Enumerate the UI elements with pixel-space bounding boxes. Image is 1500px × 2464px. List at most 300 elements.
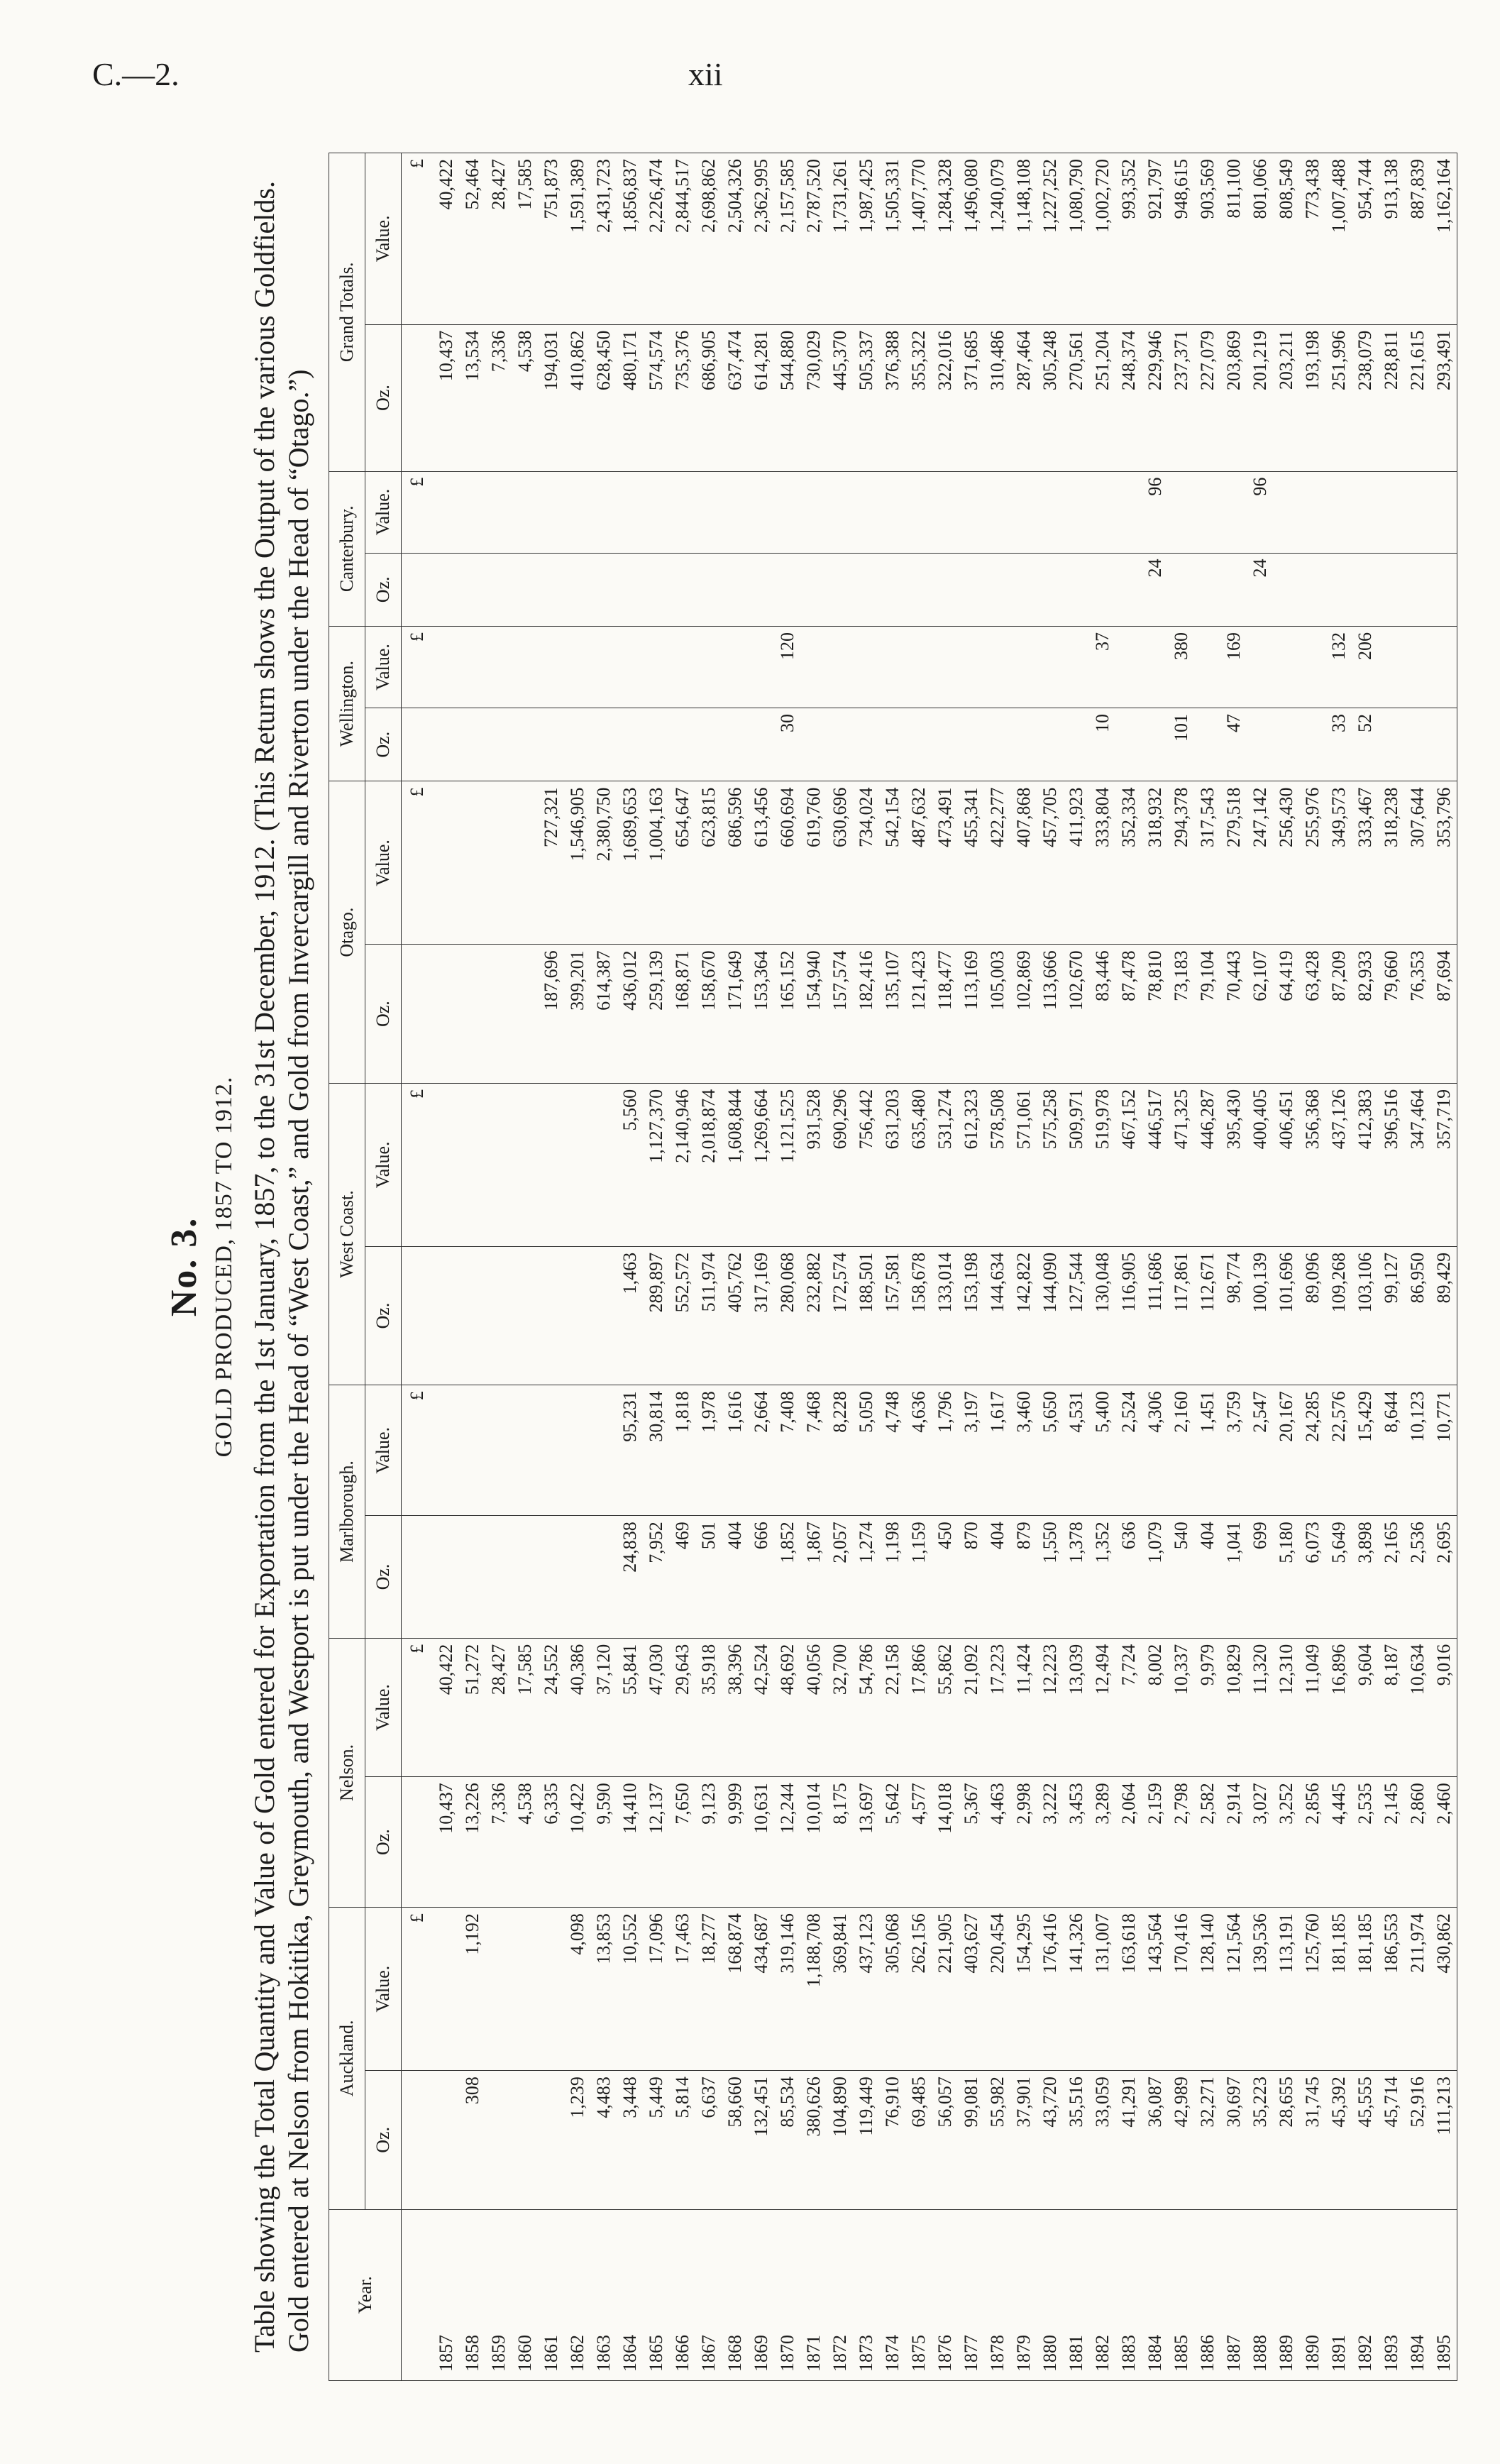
value-cell	[827, 708, 853, 781]
value-cell	[958, 553, 984, 626]
value-cell: 10,123	[1404, 1385, 1430, 1516]
value-cell: 1,227,252	[1037, 153, 1063, 325]
value-cell	[879, 708, 905, 781]
table-row	[512, 153, 538, 2381]
value-cell: 7,724	[1115, 1638, 1142, 1776]
value-cell: 347,464	[1404, 1083, 1430, 1246]
value-cell	[722, 553, 748, 626]
value-cell: 3,222	[1037, 1777, 1063, 1908]
page-code: C.—2.	[92, 56, 180, 92]
value-cell: 808,549	[1273, 153, 1299, 325]
value-cell: 376,388	[879, 324, 905, 471]
value-cell: 1,378	[1063, 1516, 1089, 1638]
value-cell	[958, 471, 984, 553]
value-cell: 63,428	[1299, 945, 1325, 1083]
value-cell: 14,410	[617, 1777, 643, 1908]
value-cell: 531,274	[932, 1083, 958, 1246]
value-cell: 203,869	[1220, 324, 1247, 471]
value-cell	[590, 1083, 617, 1246]
value-cell: 305,068	[879, 1908, 905, 2071]
value-cell: 11,424	[1010, 1638, 1037, 1776]
year-cell: 1880	[1037, 2209, 1063, 2380]
value-cell: 3,759	[1220, 1385, 1247, 1516]
value-cell: 1,159	[905, 1516, 932, 1638]
value-cell	[1142, 627, 1168, 708]
value-header: Value.	[365, 471, 402, 553]
value-cell: 52,464	[459, 153, 485, 325]
value-cell: 52,916	[1404, 2071, 1430, 2209]
value-cell: 121,564	[1220, 1908, 1247, 2071]
value-cell: 404	[984, 1516, 1010, 1638]
value-cell	[1325, 471, 1352, 553]
value-cell: 666	[748, 1516, 774, 1638]
value-cell	[1168, 553, 1194, 626]
value-cell: 9,590	[590, 1777, 617, 1908]
value-cell: 125,760	[1299, 1908, 1325, 2071]
value-cell: 422,277	[984, 781, 1010, 945]
value-cell: 1,818	[669, 1385, 695, 1516]
value-cell	[1115, 553, 1142, 626]
value-cell: 578,508	[984, 1083, 1010, 1246]
value-cell: 112,671	[1194, 1246, 1220, 1385]
value-cell: 1,162,164	[1430, 153, 1457, 325]
value-cell: 229,946	[1142, 324, 1168, 471]
value-cell: 171,649	[722, 945, 748, 1083]
value-cell: 686,596	[722, 781, 748, 945]
year-cell: 1879	[1010, 2209, 1037, 2380]
value-cell	[1063, 471, 1089, 553]
value-cell: 5,367	[958, 1777, 984, 1908]
value-cell: 404	[722, 1516, 748, 1638]
oz-header: Oz.	[365, 553, 402, 626]
value-cell	[590, 553, 617, 626]
value-cell	[905, 708, 932, 781]
value-cell: 279,518	[1220, 781, 1247, 945]
value-cell: 2,431,723	[590, 153, 617, 325]
value-cell	[932, 708, 958, 781]
year-cell: 1869	[748, 2209, 774, 2380]
value-cell: 6,637	[695, 2071, 722, 2209]
value-cell	[1273, 471, 1299, 553]
table-row	[722, 153, 748, 2381]
value-cell	[1430, 471, 1457, 553]
value-cell	[695, 553, 722, 626]
value-cell: 55,841	[617, 1638, 643, 1776]
currency-symbol: £	[402, 1638, 434, 1776]
value-cell: 56,057	[932, 2071, 958, 2209]
value-cell	[643, 708, 669, 781]
value-cell	[433, 708, 459, 781]
value-cell	[879, 553, 905, 626]
table-row	[459, 153, 485, 2381]
value-cell: 993,352	[1115, 153, 1142, 325]
value-cell	[617, 553, 643, 626]
value-cell	[564, 1246, 590, 1385]
value-cell	[590, 1516, 617, 1638]
value-cell: 96	[1247, 471, 1273, 553]
value-cell: 405,762	[722, 1246, 748, 1385]
value-cell	[538, 1516, 564, 1638]
oz-header: Oz.	[365, 708, 402, 781]
value-cell	[853, 627, 879, 708]
value-cell	[1325, 553, 1352, 626]
value-cell: 17,223	[984, 1638, 1010, 1776]
value-cell: 52	[1352, 708, 1378, 781]
value-cell: 45,714	[1378, 2071, 1404, 2209]
value-cell: 37,120	[590, 1638, 617, 1776]
value-cell	[1378, 553, 1404, 626]
value-cell: 8,228	[827, 1385, 853, 1516]
value-header: Value.	[365, 1638, 402, 1776]
value-cell: 8,002	[1142, 1638, 1168, 1776]
value-cell	[1247, 708, 1273, 781]
table-row	[932, 153, 958, 2381]
value-cell	[643, 471, 669, 553]
value-cell	[512, 471, 538, 553]
value-cell: 1,148,108	[1010, 153, 1037, 325]
value-cell	[590, 627, 617, 708]
value-cell: 628,450	[590, 324, 617, 471]
value-cell: 612,323	[958, 1083, 984, 1246]
value-cell	[459, 471, 485, 553]
year-cell: 1875	[905, 2209, 932, 2380]
value-cell: 12,494	[1089, 1638, 1115, 1776]
value-cell	[1037, 471, 1063, 553]
value-cell: 168,874	[722, 1908, 748, 2071]
value-cell	[669, 627, 695, 708]
value-cell: 575,258	[1037, 1083, 1063, 1246]
value-cell	[905, 471, 932, 553]
value-cell	[1273, 553, 1299, 626]
value-cell	[1115, 708, 1142, 781]
oz-header: Oz.	[365, 945, 402, 1083]
value-cell	[1352, 553, 1378, 626]
value-cell	[485, 471, 512, 553]
value-cell: 636	[1115, 1516, 1142, 1638]
year-cell: 1871	[800, 2209, 827, 2380]
value-cell: 903,569	[1194, 153, 1220, 325]
value-cell	[1063, 708, 1089, 781]
value-cell: 153,364	[748, 945, 774, 1083]
value-cell: 403,627	[958, 1908, 984, 2071]
value-cell	[748, 553, 774, 626]
value-cell: 5,400	[1089, 1385, 1115, 1516]
value-cell: 7,408	[774, 1385, 800, 1516]
value-cell: 2,844,517	[669, 153, 695, 325]
value-cell: 637,474	[722, 324, 748, 471]
value-cell: 22,158	[879, 1638, 905, 1776]
value-cell: 186,553	[1378, 1908, 1404, 2071]
table-row	[879, 153, 905, 2381]
value-cell	[1010, 553, 1037, 626]
value-cell: 51,272	[459, 1638, 485, 1776]
value-cell: 20,167	[1273, 1385, 1299, 1516]
value-cell: 13,697	[853, 1777, 879, 1908]
value-cell	[1378, 708, 1404, 781]
value-cell: 623,815	[695, 781, 722, 945]
value-cell: 13,039	[1063, 1638, 1089, 1776]
value-cell: 487,632	[905, 781, 932, 945]
value-cell: 153,198	[958, 1246, 984, 1385]
value-cell: 105,003	[984, 945, 1010, 1083]
value-cell: 40,422	[433, 153, 459, 325]
value-header: Value.	[365, 1385, 402, 1516]
value-cell	[512, 627, 538, 708]
value-cell: 2,226,474	[643, 153, 669, 325]
value-cell: 1,198	[879, 1516, 905, 1638]
year-cell: 1872	[827, 2209, 853, 2380]
value-cell: 12,223	[1037, 1638, 1063, 1776]
value-cell	[800, 708, 827, 781]
value-cell: 2,582	[1194, 1777, 1220, 1908]
sub-header-row	[365, 153, 402, 2381]
value-cell: 4,098	[564, 1908, 590, 2071]
value-cell: 45,392	[1325, 2071, 1352, 2209]
value-cell: 1,352	[1089, 1516, 1115, 1638]
value-cell: 1,407,770	[905, 153, 932, 325]
value-cell	[800, 627, 827, 708]
value-cell	[564, 1385, 590, 1516]
value-cell	[984, 553, 1010, 626]
value-cell: 5,180	[1273, 1516, 1299, 1638]
year-cell: 1864	[617, 2209, 643, 2380]
year-cell: 1861	[538, 2209, 564, 2380]
value-cell: 248,374	[1115, 324, 1142, 471]
value-cell	[538, 627, 564, 708]
value-cell: 15,429	[1352, 1385, 1378, 1516]
value-cell: 446,517	[1142, 1083, 1168, 1246]
year-cell: 1859	[485, 2209, 512, 2380]
value-cell: 469	[669, 1516, 695, 1638]
value-cell: 1,004,163	[643, 781, 669, 945]
year-cell: 1866	[669, 2209, 695, 2380]
value-cell	[1142, 708, 1168, 781]
value-cell	[643, 553, 669, 626]
value-cell: 473,491	[932, 781, 958, 945]
value-cell	[1247, 627, 1273, 708]
value-cell: 203,211	[1273, 324, 1299, 471]
value-cell: 247,142	[1247, 781, 1273, 945]
value-cell	[485, 1246, 512, 1385]
value-cell: 467,152	[1115, 1083, 1142, 1246]
value-cell: 70,443	[1220, 945, 1247, 1083]
value-cell	[433, 553, 459, 626]
value-cell: 280,068	[774, 1246, 800, 1385]
value-cell: 64,419	[1273, 945, 1299, 1083]
value-cell: 194,031	[538, 324, 564, 471]
table-row	[1404, 153, 1430, 2381]
value-cell: 47	[1220, 708, 1247, 781]
value-cell	[1273, 627, 1299, 708]
table-row	[1220, 153, 1247, 2381]
value-cell	[485, 1385, 512, 1516]
table-row	[800, 153, 827, 2381]
value-cell: 380	[1168, 627, 1194, 708]
value-cell	[433, 627, 459, 708]
value-cell: 801,066	[1247, 153, 1273, 325]
value-cell: 1,239	[564, 2071, 590, 2209]
value-cell: 411,923	[1063, 781, 1089, 945]
value-cell: 32,700	[827, 1638, 853, 1776]
value-cell: 2,362,995	[748, 153, 774, 325]
value-cell: 29,643	[669, 1638, 695, 1776]
value-cell: 133,014	[932, 1246, 958, 1385]
value-cell	[1299, 627, 1325, 708]
value-cell	[748, 471, 774, 553]
value-cell	[984, 627, 1010, 708]
value-cell: 99,081	[958, 2071, 984, 2209]
value-cell: 751,873	[538, 153, 564, 325]
value-cell	[564, 1516, 590, 1638]
value-cell: 127,544	[1063, 1246, 1089, 1385]
value-cell: 404	[1194, 1516, 1220, 1638]
value-cell: 121,423	[905, 945, 932, 1083]
value-cell: 154,940	[800, 945, 827, 1083]
value-cell: 238,079	[1352, 324, 1378, 471]
value-cell: 913,138	[1378, 153, 1404, 325]
value-cell: 1,978	[695, 1385, 722, 1516]
value-header: Value.	[365, 781, 402, 945]
value-cell	[564, 1083, 590, 1246]
units-row	[402, 153, 434, 2381]
value-cell: 40,422	[433, 1638, 459, 1776]
value-cell: 4,538	[512, 324, 538, 471]
value-cell: 619,760	[800, 781, 827, 945]
value-cell	[485, 1908, 512, 2071]
value-cell	[538, 2071, 564, 2209]
value-cell	[538, 708, 564, 781]
value-cell	[459, 945, 485, 1083]
value-cell: 3,453	[1063, 1777, 1089, 1908]
value-cell: 322,016	[932, 324, 958, 471]
value-cell: 6,073	[1299, 1516, 1325, 1638]
value-cell: 132,451	[748, 2071, 774, 2209]
value-cell: 69,485	[905, 2071, 932, 2209]
year-cell: 1863	[590, 2209, 617, 2380]
value-cell: 100,139	[1247, 1246, 1273, 1385]
value-cell	[774, 553, 800, 626]
value-cell: 318,238	[1378, 781, 1404, 945]
value-cell	[433, 1246, 459, 1385]
value-cell	[1010, 708, 1037, 781]
value-cell: 270,561	[1063, 324, 1089, 471]
value-cell: 232,882	[800, 1246, 827, 1385]
year-cell: 1894	[1404, 2209, 1430, 2380]
value-cell	[695, 471, 722, 553]
value-cell: 2,535	[1352, 1777, 1378, 1908]
value-cell: 251,204	[1089, 324, 1115, 471]
value-cell: 1,121,525	[774, 1083, 800, 1246]
value-cell	[564, 708, 590, 781]
value-cell: 8,644	[1378, 1385, 1404, 1516]
value-cell: 89,429	[1430, 1246, 1457, 1385]
value-cell: 4,445	[1325, 1777, 1352, 1908]
year-cell: 1882	[1089, 2209, 1115, 2380]
oz-header: Oz.	[365, 324, 402, 471]
group-header-marlborough: Marlborough.	[329, 1385, 365, 1638]
value-header: Value.	[365, 1083, 402, 1246]
year-cell: 1893	[1378, 2209, 1404, 2380]
value-cell: 811,100	[1220, 153, 1247, 325]
value-cell: 756,442	[853, 1083, 879, 1246]
value-cell	[1430, 708, 1457, 781]
table-row	[1010, 153, 1037, 2381]
value-cell: 1,852	[774, 1516, 800, 1638]
value-cell	[538, 1246, 564, 1385]
value-cell: 101,696	[1273, 1246, 1299, 1385]
value-cell: 4,483	[590, 2071, 617, 2209]
value-cell: 436,012	[617, 945, 643, 1083]
value-cell: 165,152	[774, 945, 800, 1083]
value-cell: 11,320	[1247, 1638, 1273, 1776]
value-cell: 630,696	[827, 781, 853, 945]
value-cell: 450	[932, 1516, 958, 1638]
value-cell: 635,480	[905, 1083, 932, 1246]
value-cell	[512, 1908, 538, 2071]
value-cell: 32,271	[1194, 2071, 1220, 2209]
value-cell: 2,145	[1378, 1777, 1404, 1908]
value-cell: 1,284,328	[932, 153, 958, 325]
table-row	[669, 153, 695, 2381]
table-row	[617, 153, 643, 2381]
value-cell: 7,468	[800, 1385, 827, 1516]
value-cell: 455,341	[958, 781, 984, 945]
value-cell	[590, 1385, 617, 1516]
value-cell: 154,295	[1010, 1908, 1037, 2071]
table-row	[485, 153, 512, 2381]
value-cell: 237,371	[1168, 324, 1194, 471]
value-cell: 3,460	[1010, 1385, 1037, 1516]
value-cell: 12,137	[643, 1777, 669, 1908]
value-cell: 37,901	[1010, 2071, 1037, 2209]
value-cell: 55,982	[984, 2071, 1010, 2209]
value-cell	[932, 471, 958, 553]
table-row	[1115, 153, 1142, 2381]
value-cell: 132	[1325, 627, 1352, 708]
value-cell: 2,914	[1220, 1777, 1247, 1908]
value-cell	[1430, 553, 1457, 626]
value-cell: 5,560	[617, 1083, 643, 1246]
value-cell: 437,123	[853, 1908, 879, 2071]
value-cell	[590, 708, 617, 781]
value-cell: 1,463	[617, 1246, 643, 1385]
value-cell: 2,856	[1299, 1777, 1325, 1908]
table-row	[1168, 153, 1194, 2381]
table-row	[433, 153, 459, 2381]
value-cell: 2,536	[1404, 1516, 1430, 1638]
value-cell: 10,437	[433, 324, 459, 471]
value-cell: 157,574	[827, 945, 853, 1083]
value-cell: 5,642	[879, 1777, 905, 1908]
value-cell: 5,814	[669, 2071, 695, 2209]
table-row	[1063, 153, 1089, 2381]
gold-produced-table	[329, 153, 1457, 2381]
value-cell: 1,867	[800, 1516, 827, 1638]
value-cell: 773,438	[1299, 153, 1325, 325]
value-cell: 1,274	[853, 1516, 879, 1638]
value-cell: 128,140	[1194, 1908, 1220, 2071]
value-cell: 1,546,905	[564, 781, 590, 945]
value-cell: 144,634	[984, 1246, 1010, 1385]
value-cell: 10,829	[1220, 1638, 1247, 1776]
value-cell: 2,057	[827, 1516, 853, 1638]
units-cell	[402, 324, 434, 471]
value-cell: 9,016	[1430, 1638, 1457, 1776]
value-cell	[538, 1385, 564, 1516]
value-cell: 109,268	[1325, 1246, 1352, 1385]
value-cell	[695, 708, 722, 781]
units-cell	[402, 2071, 434, 2209]
